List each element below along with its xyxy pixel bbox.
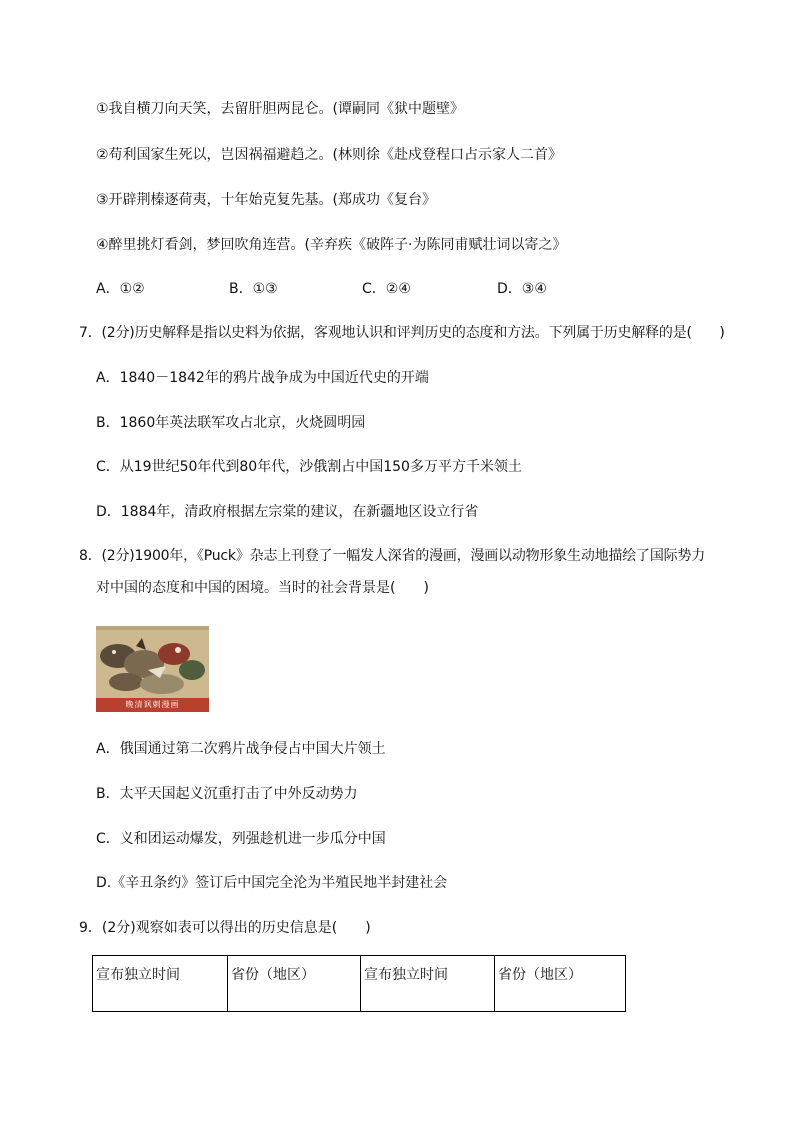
table-row [93, 956, 626, 1012]
table-header-cell: 省份（地区） [228, 956, 361, 1012]
q6-item-2: ②苟利国家生死以，岂因祸福避趋之。(林则徐《赴戍登程口占示家人二首》 [96, 147, 563, 163]
q7-option-b: B．1860年英法联军攻占北京，火烧圆明园 [96, 415, 366, 431]
table-header-cell: 宣布独立时间 [93, 956, 228, 1012]
q7-option-c: C．从19世纪50年代到80年代，沙俄割占中国150多万平方千米领土 [96, 459, 522, 475]
political-cartoon-image [96, 626, 209, 712]
q6-item-1: ①我自横刀向天笑，去留肝胆两昆仑。(谭嗣同《狱中题壁》 [96, 101, 465, 117]
table-header-cell: 省份（地区） [495, 956, 626, 1012]
q9-table [92, 955, 626, 1012]
q6-option-a: A．①② [96, 281, 145, 297]
cartoon-caption: 晚清讽刺漫画 [96, 698, 209, 712]
q8-stem-line-2: 对中国的态度和中国的困境。当时的社会背景是( ) [96, 580, 429, 596]
q8-option-a: A．俄国通过第二次鸦片战争侵占中国大片领土 [96, 741, 386, 757]
q8-option-c: C．义和团运动爆发，列强趁机进一步瓜分中国 [96, 831, 386, 847]
q7-option-d: D．1884年，清政府根据左宗棠的建议，在新疆地区设立行省 [96, 504, 479, 520]
q6-option-b: B．①③ [229, 281, 278, 297]
q8-option-b: B．太平天国起义沉重打击了中外反动势力 [96, 786, 358, 802]
table-header-cell: 宣布独立时间 [361, 956, 495, 1012]
q6-option-c: C．②④ [362, 281, 411, 297]
q9-stem: 9．(2分)观察如表可以得出的历史信息是( ) [79, 920, 371, 936]
q8-option-d: D.《辛丑条约》签订后中国完全沦为半殖民地半封建社会 [96, 875, 448, 891]
q7-option-a: A．1840－1842年的鸦片战争成为中国近代史的开端 [96, 370, 429, 386]
q8-stem-line-1: 8．(2分)1900年，《Puck》杂志上刊登了一幅发人深省的漫画，漫画以动物形象生动地描绘了国际势力 [79, 548, 706, 564]
q6-item-4: ④醉里挑灯看剑，梦回吹角连营。(辛弃疾《破阵子·为陈同甫赋壮词以寄之》 [96, 237, 567, 253]
q7-stem: 7．(2分)历史解释是指以史料为依据，客观地认识和评判历史的态度和方法。下列属于历史解释的是( ) [79, 325, 725, 341]
q6-item-3: ③开辟荆榛逐荷夷，十年始克复先基。(郑成功《复台》 [96, 192, 437, 208]
q6-option-d: D．③④ [497, 281, 547, 297]
